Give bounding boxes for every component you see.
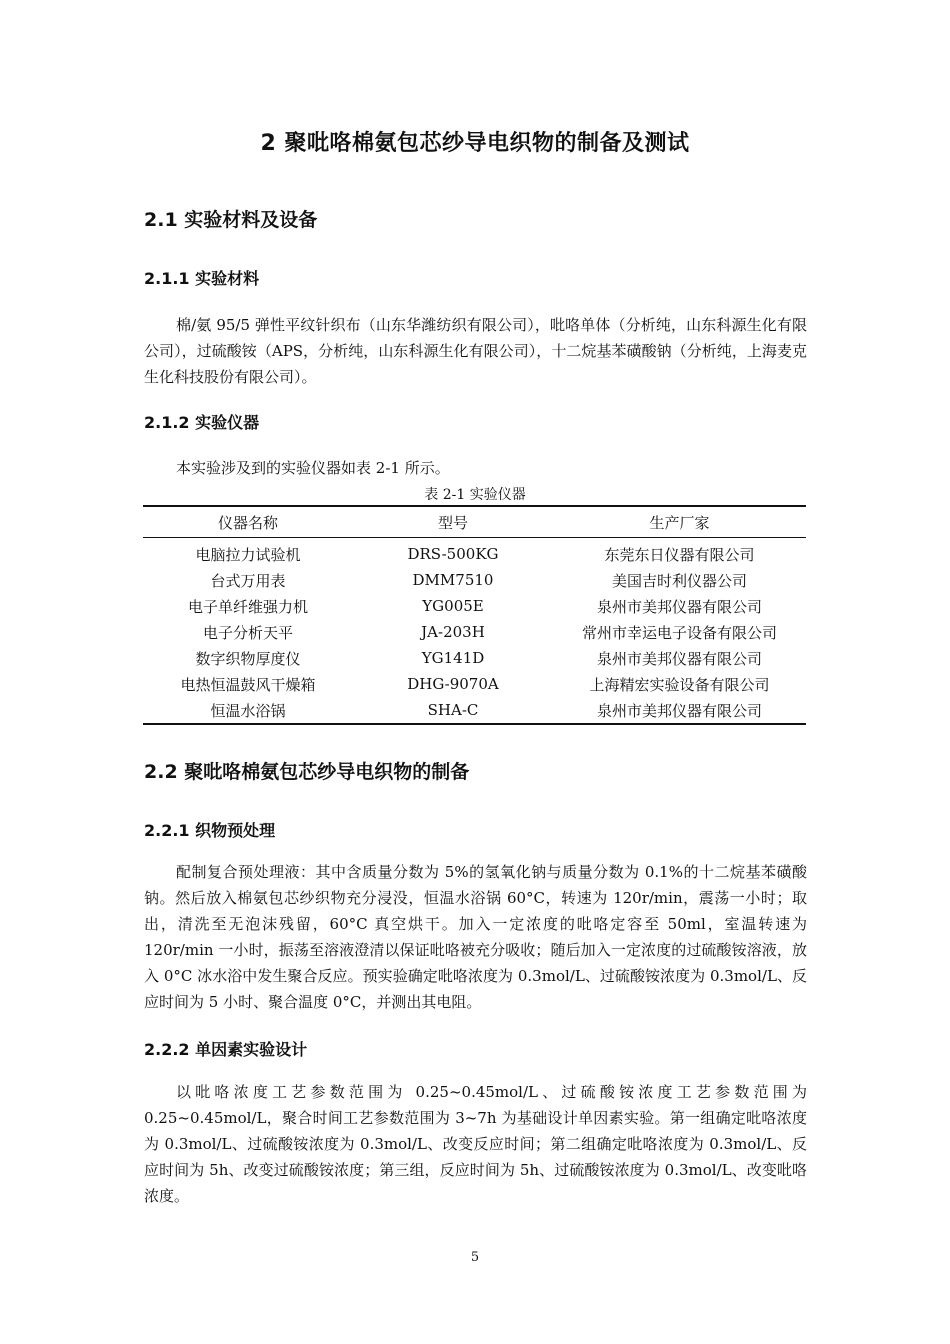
instrument-name-cell: 台式万用表 [210,571,286,590]
instrument-name-cell: 电子单纤维强力机 [187,597,308,616]
single-factor-paragraph: 以吡咯浓度工艺参数范围为 0.25~0.45mol/L、过硫酸铵浓度工艺参数范围为 0.25~0.45mol/L，聚合时间工艺参数范围为 3~7h 为基础设计单因素实验。第一组确定吡咯浓度为 0.3mol/L、过硫酸铵浓度为 0.3mol/L、改变反应时间；第二组确定吡咯浓度为 0.3mol/L、反应时间为 5h、改变过硫酸铵浓度；第三组，反应时间为 5h、过硫酸铵浓度为 0.3mol/L、改变吡咯浓度。 [144,1083,807,1205]
instrument-name-cell: 电脑拉力试验机 [195,545,301,564]
model-cell: YG005E [422,597,484,615]
table-row [143,671,806,697]
pretreatment-paragraph: 配制复合预处理液：其中含质量分数为 5%的氢氧化钠与质量分数为 0.1%的十二烷基苯磺酸钠。然后放入棉氨包芯纱织物充分浸没，恒温水浴锅 60°C，转速为 120r/min，震荡一小时；取出，清洗至无泡沫残留，60°C 真空烘干。加入一定浓度的吡咯定容至 50ml，室温转速为 120r/min 一小时，振荡至溶液澄清以保证吡咯被充分吸收；随后加入一定浓度的过硫酸铵溶液，放入 0°C 冰水浴中发生聚合反应。预实验确定吡咯浓度为 0.3mol/L、过硫酸铵浓度为 0.3mol/L、反应时间为 5 小时、聚合温度 0°C，并测出其电阻。 [144,863,807,1011]
subsection-heading-2-1-1: 2.1.1 实验材料 [144,269,260,288]
subsection-heading-2-2-2: 2.2.2 单因素实验设计 [144,1040,308,1059]
table-caption: 表 2-1 实验仪器 [424,487,526,503]
manufacturer-cell: 常州市幸运电子设备有限公司 [581,623,777,642]
section-heading-2-1: 2.1 实验材料及设备 [144,209,318,231]
section-heading-2-2: 2.2 聚吡咯棉氨包芯纱导电织物的制备 [144,761,470,783]
table-row [143,619,806,645]
manufacturer-cell: 泉州市美邦仪器有限公司 [553,697,806,724]
instrument-table [143,505,806,725]
manufacturer-cell: 泉州市美邦仪器有限公司 [596,649,762,668]
model-cell: DHG-9070A [407,675,499,693]
materials-paragraph: 棉/氨 95/5 弹性平纹针织布（山东华潍纺织有限公司），吡咯单体（分析纯，山东科源生化有限公司），过硫酸铵（APS，分析纯，山东科源生化有限公司），十二烷基苯磺酸钠（分析纯，上海麦克生化科技股份有限公司）。 [144,316,807,386]
instrument-name-cell: 数字织物厚度仪 [195,649,301,668]
column-header-manufacturer: 生产厂家 [553,506,806,538]
table-row [143,538,806,568]
instrument-name-cell: 电子分析天平 [202,623,293,642]
instrument-name-cell: 恒温水浴锅 [143,697,353,724]
model-cell: DMM7510 [412,571,494,589]
table-row [143,697,806,724]
manufacturer-cell: 泉州市美邦仪器有限公司 [596,597,762,616]
table-header-row [143,506,806,538]
table-row [143,645,806,671]
column-header-instrument-name: 仪器名称 [143,506,353,538]
table-row [143,567,806,593]
chapter-title: 2 聚吡咯棉氨包芯纱导电织物的制备及测试 [260,131,690,156]
manufacturer-cell: 美国吉时利仪器公司 [611,571,747,590]
column-header-model: 型号 [353,506,553,538]
manufacturer-cell: 东莞东日仪器有限公司 [604,545,755,564]
subsection-heading-2-2-1: 2.2.1 织物预处理 [144,821,276,840]
subsection-heading-2-1-2: 2.1.2 实验仪器 [144,413,260,432]
model-cell: YG141D [421,649,485,667]
instruments-intro-paragraph: 本实验涉及到的实验仪器如表 2-1 所示。 [176,459,450,477]
instrument-name-cell: 电热恒温鼓风干燥箱 [180,675,316,694]
table-row [143,593,806,619]
page-number: 5 [470,1250,480,1265]
model-cell: SHA-C [353,697,553,724]
model-cell: DRS-500KG [407,545,499,563]
manufacturer-cell: 上海精宏实验设备有限公司 [589,675,770,694]
model-cell: JA-203H [421,623,485,641]
